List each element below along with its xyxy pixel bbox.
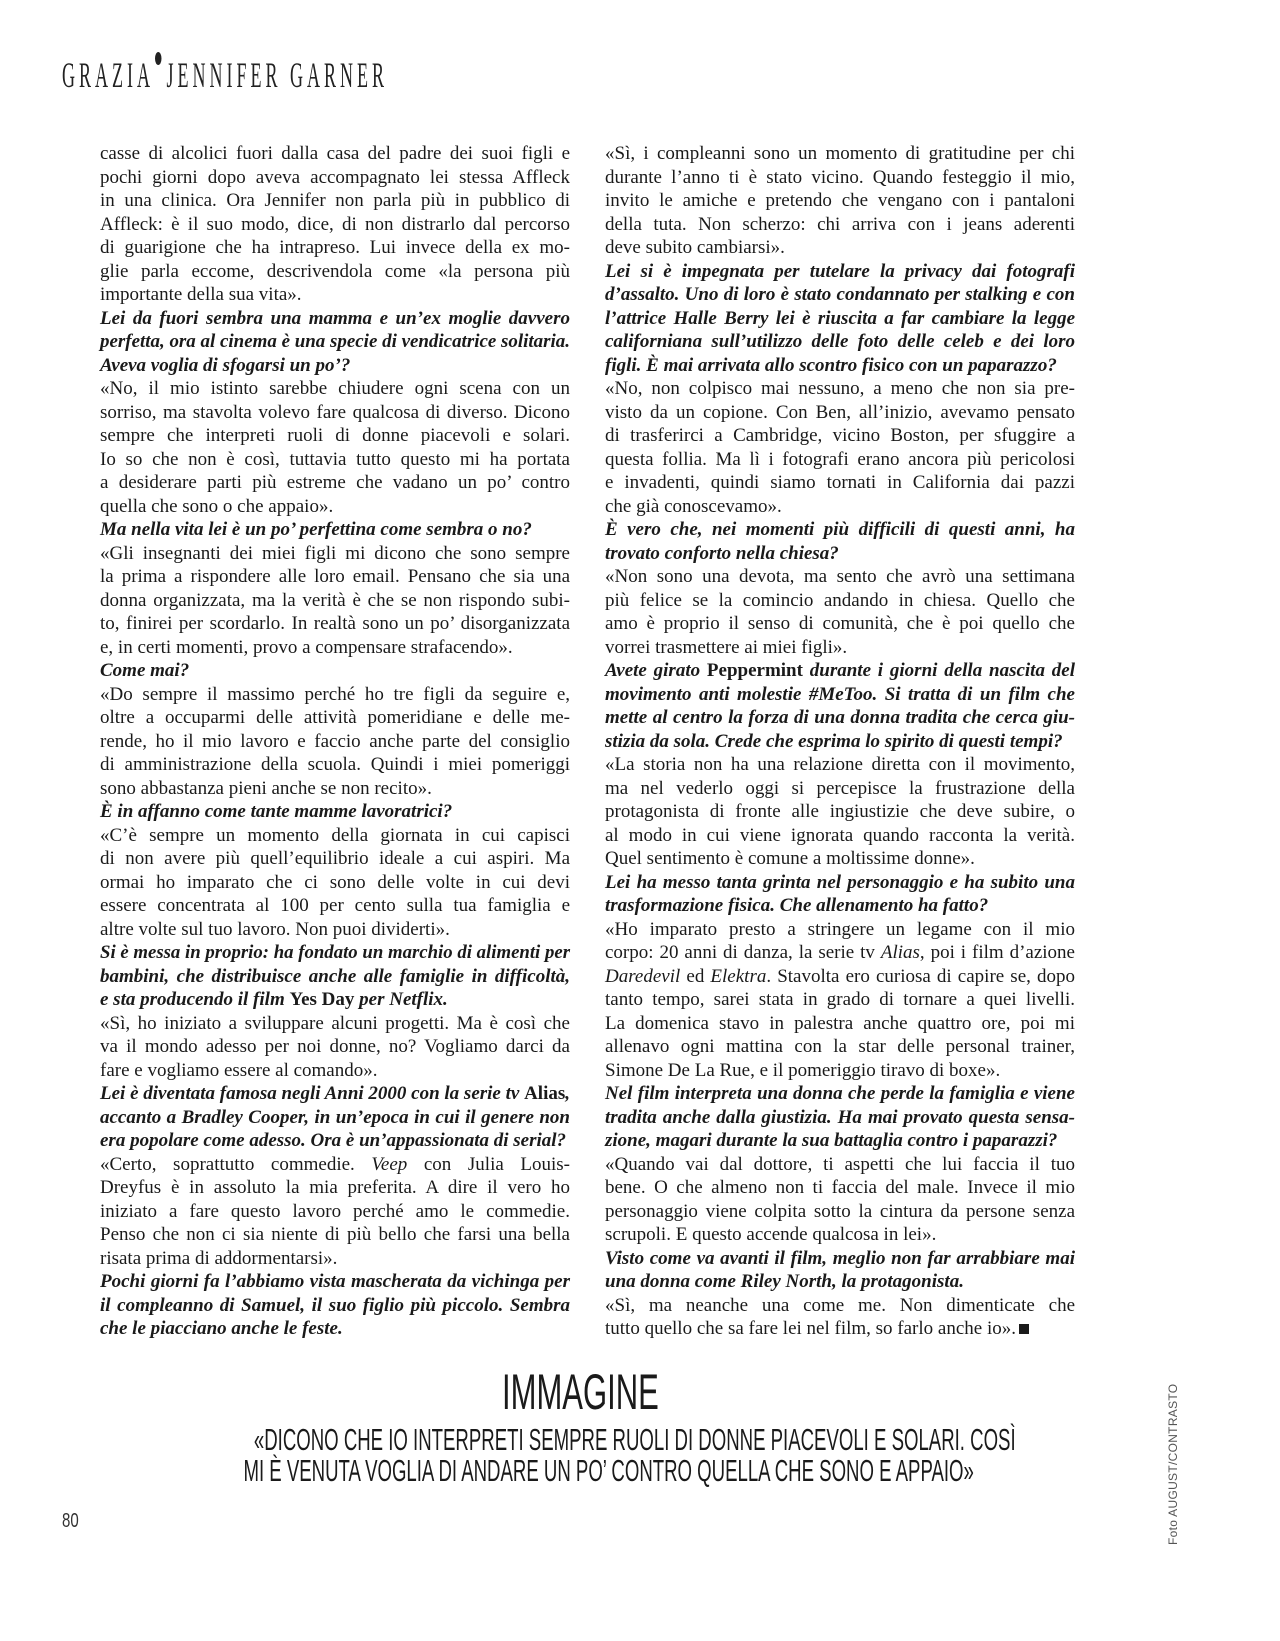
interview-question	[605, 1247, 1075, 1294]
interview-question	[605, 871, 1075, 918]
text-line: scrupoli. E questo accende qualcosa in lei».	[605, 1224, 937, 1245]
text-line	[605, 965, 1075, 989]
title-emphasis: Alias	[880, 942, 920, 963]
text-line: a desiderare parti più estreme che vadano un po’ contro	[100, 472, 570, 493]
text-line: È in affanno come tante mamme lavoratrici?	[100, 801, 453, 822]
interview-answer	[100, 142, 570, 307]
pullquote-title	[0, 1366, 1160, 1418]
interview-question	[605, 518, 1075, 565]
text-line: allenavo ogni mattina con la star delle personal trainer,	[605, 1036, 1075, 1057]
text-line: trasformazione fisica. Che allenamento ha fatto?	[605, 895, 989, 916]
text-segment: «Certo, soprattutto commedie.	[100, 1153, 372, 1175]
article-column-right	[605, 142, 1075, 1341]
text-line: donna organizzata, ma la verità è che se non rispondo subi-	[100, 589, 570, 611]
text-line: di amministrazione della scuola. Quindi i miei pomeriggi	[100, 754, 570, 775]
text-line: È vero che, nei momenti più difficili di questi anni, ha	[605, 519, 1075, 540]
text-line: deve subito cambiarsi».	[605, 237, 785, 258]
text-line: bambini, che distribuisce anche alle famiglie in difficoltà,	[100, 965, 570, 987]
text-line: e, in certi momenti, provo a compensare strafacendo».	[100, 636, 513, 658]
text-line: oltre a occuparmi delle attività pomeridiane e delle me-	[100, 707, 570, 728]
text-line: Dreyfus è in assoluto la mia preferita. A dire il vero ho	[100, 1177, 570, 1198]
interview-answer	[100, 824, 570, 942]
interview-answer	[100, 1012, 570, 1083]
text-line: più felice se la comincio andando in chiesa. Quello che	[605, 589, 1075, 611]
text-line: Pochi giorni fa l’abbiamo vista mascherata da vichinga per	[100, 1271, 570, 1292]
interview-answer	[605, 918, 1075, 1083]
text-line: «No, il mio istinto sarebbe chiudere ogni scena con un	[100, 378, 570, 399]
text-line: «Sì, ma neanche una come me. Non dimenticate che	[605, 1294, 1075, 1316]
text-line: che già conoscevamo».	[605, 495, 782, 517]
text-line: Affleck: è il suo modo, dice, di non distrarlo dal percorso	[100, 213, 570, 235]
text-line: il compleanno di Samuel, il suo figlio più piccolo. Sembra	[100, 1294, 570, 1316]
text-line: trovato conforto nella chiesa?	[605, 542, 839, 564]
text-line: californiana sull’utilizzo delle foto delle celeb e dei loro	[605, 331, 1075, 352]
header-subject: JENNIFER GARNER	[166, 55, 388, 95]
interview-answer	[605, 1294, 1075, 1341]
text-line: in una clinica. Ora Jennifer non parla più in pubblico di	[100, 190, 570, 211]
text-line: va il mondo adesso per noi donne, no? Vogliamo darci da	[100, 1036, 570, 1057]
text-segment: , poi i film d’azione	[919, 942, 1075, 963]
text-line: «Quando vai dal dottore, ti aspetti che lui faccia il tuo	[605, 1153, 1075, 1175]
text-line: altre volte sul tuo lavoro. Non puoi dividerti».	[100, 918, 450, 940]
interview-answer	[605, 565, 1075, 659]
text-line: fare e vogliamo essere al comando».	[100, 1059, 378, 1081]
text-line: Ma nella vita lei è un po’ perfettina come sembra o no?	[100, 519, 532, 540]
magazine-name: GRAZIA	[62, 55, 154, 95]
text-line: vorrei trasmettere ai miei figli».	[605, 636, 848, 658]
title-emphasis: Peppermint	[706, 660, 803, 681]
interview-answer	[100, 377, 570, 518]
title-emphasis: Elektra	[710, 965, 767, 987]
text-line	[100, 988, 570, 1012]
text-line: di guarigione che ha intrapreso. Lui invece della ex mo-	[100, 237, 570, 258]
text-line: perfetta, ora al cinema è una specie di vendicatrice solitaria.	[100, 331, 570, 352]
text-line: Penso che non ci sia niente di più bello che farsi una bella	[100, 1224, 570, 1245]
text-segment: e sta producendo il film	[100, 989, 290, 1010]
text-line: Lei si è impegnata per tutelare la privacy dai fotografi	[605, 260, 1075, 282]
text-line: tutto quello che sa fare lei nel film, so farlo anche io».	[605, 1317, 1075, 1341]
bullet-dot-icon	[155, 52, 162, 65]
title-emphasis: Daredevil	[605, 965, 681, 987]
text-line: «Non sono una devota, ma sento che avrò una settimana	[605, 566, 1075, 587]
text-line: Visto come va avanti il film, meglio non far arrabbiare mai	[605, 1247, 1075, 1269]
text-line: ormai ho imparato che ci sono delle volte in cui devi	[100, 871, 570, 893]
text-line: sono abbastanza pieni anche se non recito».	[100, 777, 432, 799]
title-emphasis: Alias	[524, 1083, 566, 1104]
page-number: 80	[62, 1510, 79, 1532]
running-header	[62, 52, 388, 96]
text-segment: ,	[565, 1083, 570, 1104]
text-line: la prima a rispondere alle loro email. Pensano che sia una	[100, 566, 570, 587]
interview-answer	[100, 1153, 570, 1271]
text-line: tradita anche dalla giustizia. Ha mai provato questa sensa-	[605, 1106, 1075, 1128]
text-line: iniziato a fare questo lavoro perché amo le commedie.	[100, 1200, 570, 1222]
photo-credit: Foto AUGUST/CONTRASTO	[1166, 1383, 1180, 1545]
text-line: «Do sempre il massimo perché ho tre figli da seguire e,	[100, 683, 570, 705]
interview-answer	[605, 753, 1075, 871]
text-line: pochi giorni dopo aveva accompagnato lei stessa Affleck	[100, 166, 570, 188]
text-line	[605, 659, 1075, 683]
interview-question	[100, 307, 570, 378]
interview-question	[100, 800, 570, 824]
text-line: che le piacciano anche le feste.	[100, 1318, 343, 1339]
text-segment: ed	[680, 965, 711, 987]
text-line: una donna come Riley North, la protagonista.	[605, 1271, 964, 1292]
text-line: accanto a Bradley Cooper, in un’epoca in cui il genere non	[100, 1106, 570, 1128]
text-line: Lei da fuori sembra una mamma e un’ex moglie davvero	[100, 307, 570, 329]
text-line: importante della sua vita».	[100, 284, 302, 305]
text-line: «Ho imparato presto a stringere un legame con il mio	[605, 918, 1075, 940]
pullquote-line: MI È VENUTA VOGLIA DI ANDARE UN PO’ CONTRO QUELLA CHE SONO E APPAIO»	[243, 1453, 974, 1488]
text-line: Simone De La Rue, e il pomeriggio tiravo di boxe».	[605, 1059, 1001, 1081]
text-line: sempre che interpreti ruoli di donne piacevoli e solari.	[100, 425, 570, 446]
text-line: al modo in cui viene ignorata quando racconta la verità.	[605, 824, 1075, 846]
text-line: figli. È mai arrivata allo scontro fisico con un paparazzo?	[605, 354, 1057, 376]
text-line: Nel film interpreta una donna che perde la famiglia e viene	[605, 1083, 1075, 1104]
text-line: di non avere più quell’equilibrio ideale a cui aspiri. Ma	[100, 848, 570, 869]
article-column-left	[100, 142, 570, 1341]
text-line: rende, ho il mio lavoro e faccio anche parte del consiglio	[100, 730, 570, 752]
text-line: La domenica stavo in palestra anche quattro ore, poi mi	[605, 1012, 1075, 1034]
text-line	[605, 941, 1075, 965]
text-line: della tuta. Non scherzo: chi arriva con i jeans aderenti	[605, 213, 1075, 235]
pullquote-line: «DICONO CHE IO INTERPRETI SEMPRE RUOLI DI DONNE PIACEVOLI E SOLARI. COSÌ	[253, 1422, 1016, 1457]
text-line: movimento anti molestie #MeToo. Si tratta di un film che	[605, 683, 1075, 705]
text-line: «Sì, ho iniziato a sviluppare alcuni progetti. Ma è così che	[100, 1012, 570, 1034]
interview-question	[100, 518, 570, 542]
text-line: to, finirei per scordarlo. In realtà sono un po’ disorganizzata	[100, 613, 570, 634]
text-line: era popolare come adesso. Ora è un’appassionata di serial?	[100, 1130, 567, 1151]
text-line	[100, 1082, 570, 1106]
interview-question	[100, 1082, 570, 1153]
text-line: protagonista di fronte alle ingiustizie che deve subire, o	[605, 801, 1075, 822]
text-line: mette al centro la forza di una donna tradita che cerca giu-	[605, 707, 1075, 728]
text-line: questa follia. Ma lì i fotografi erano ancora più pericolosi	[605, 448, 1075, 470]
text-line: amo è proprio il senso di comunità, che è poi quello che	[605, 613, 1075, 634]
interview-question	[100, 1270, 570, 1341]
text-line: d’assalto. Uno di loro è stato condannato per stalking e con	[605, 284, 1075, 305]
text-line: visto da un copione. Con Ben, all’inizio, avevamo pensato	[605, 401, 1075, 423]
interview-question	[605, 1082, 1075, 1153]
interview-answer	[605, 1153, 1075, 1247]
interview-question	[605, 260, 1075, 378]
interview-answer	[100, 542, 570, 660]
interview-question	[605, 659, 1075, 753]
interview-answer	[100, 683, 570, 801]
end-mark-icon	[1019, 1324, 1029, 1334]
text-segment: con Julia Louis-	[407, 1153, 570, 1175]
title-emphasis: Yes Day	[289, 989, 355, 1010]
text-line	[100, 1153, 570, 1177]
text-line: bene. O che almeno non ti faccia del male. Invece il mio	[605, 1177, 1075, 1198]
text-line: tanto tempo, sarei stata in grado di tornare a quei livelli.	[605, 989, 1075, 1010]
text-segment: durante i giorni della nascita del	[802, 660, 1075, 681]
text-segment: corpo: 20 anni di danza, la serie tv	[605, 942, 881, 963]
pullquote-title-text: IMMAGINE	[501, 1364, 659, 1420]
text-line: l’attrice Halle Berry lei è riuscita a far cambiare la legge	[605, 307, 1075, 329]
text-line: Si è messa in proprio: ha fondato un marchio di alimenti per	[100, 942, 570, 963]
text-line: invito le amiche e pretendo che vengano con i pantaloni	[605, 190, 1075, 211]
interview-question	[100, 659, 570, 683]
text-line: «No, non colpisco mai nessuno, a meno che non sia pre-	[605, 378, 1075, 399]
text-line: «Sì, i compleanni sono un momento di gratitudine per chi	[605, 143, 1075, 164]
text-line: Io so che non è così, tuttavia tutto questo mi ha portata	[100, 448, 570, 470]
text-line: durante l’anno ti è stato vicino. Quando festeggio il mio,	[605, 166, 1075, 188]
text-line: stizia da sola. Crede che esprima lo spirito di questi tempi?	[605, 730, 1063, 752]
title-emphasis: Veep	[371, 1153, 408, 1175]
interview-question	[100, 941, 570, 1012]
text-line: casse di alcolici fuori dalla casa del padre dei suoi figli e	[100, 143, 570, 164]
text-line: Lei ha messo tanta grinta nel personaggio e ha subito una	[605, 871, 1075, 893]
text-line: Quel sentimento è comune a moltissime donne».	[605, 848, 975, 869]
text-line: di trasferirci a Cambridge, vicino Boston, per sfuggire a	[605, 425, 1075, 446]
text-line: Come mai?	[100, 660, 190, 681]
text-segment: . Stavolta ero curiosa di capire se, dopo	[766, 965, 1075, 987]
text-line: «C’è sempre un momento della giornata in cui capisci	[100, 824, 570, 846]
text-line: Aveva voglia di sfogarsi un po’?	[100, 354, 351, 376]
text-segment: Lei è diventata famosa negli Anni 2000 con la serie tv	[100, 1083, 525, 1104]
interview-answer	[605, 377, 1075, 518]
text-line: essere concentrata al 100 per cento sulla tua famiglia e	[100, 895, 570, 916]
text-segment: Avete girato	[605, 660, 707, 681]
text-line: personaggio viene colpita sotto la cintura da persone senza	[605, 1200, 1075, 1222]
text-line: zione, magari durante la sua battaglia contro i paparazzi?	[605, 1130, 1058, 1151]
text-line: sorriso, ma stavolta volevo fare qualcosa di diverso. Dicono	[100, 401, 570, 423]
interview-answer	[605, 142, 1075, 260]
text-line: «La storia non ha una relazione diretta con il movimento,	[605, 754, 1075, 775]
text-line: «Gli insegnanti dei miei figli mi dicono che sono sempre	[100, 542, 570, 564]
text-line: glie parla eccome, descrivendola come «la persona più	[100, 260, 570, 282]
text-line: quella che sono o che appaio».	[100, 495, 334, 517]
text-line: ma nel vederlo oggi si percepisce la frustrazione della	[605, 777, 1075, 799]
pullquote	[0, 1424, 1160, 1486]
text-line: e invadenti, quindi siamo tornati in California dai pazzi	[605, 472, 1075, 493]
text-line: risata prima di addormentarsi».	[100, 1247, 338, 1269]
text-segment: per Netflix.	[354, 989, 448, 1010]
